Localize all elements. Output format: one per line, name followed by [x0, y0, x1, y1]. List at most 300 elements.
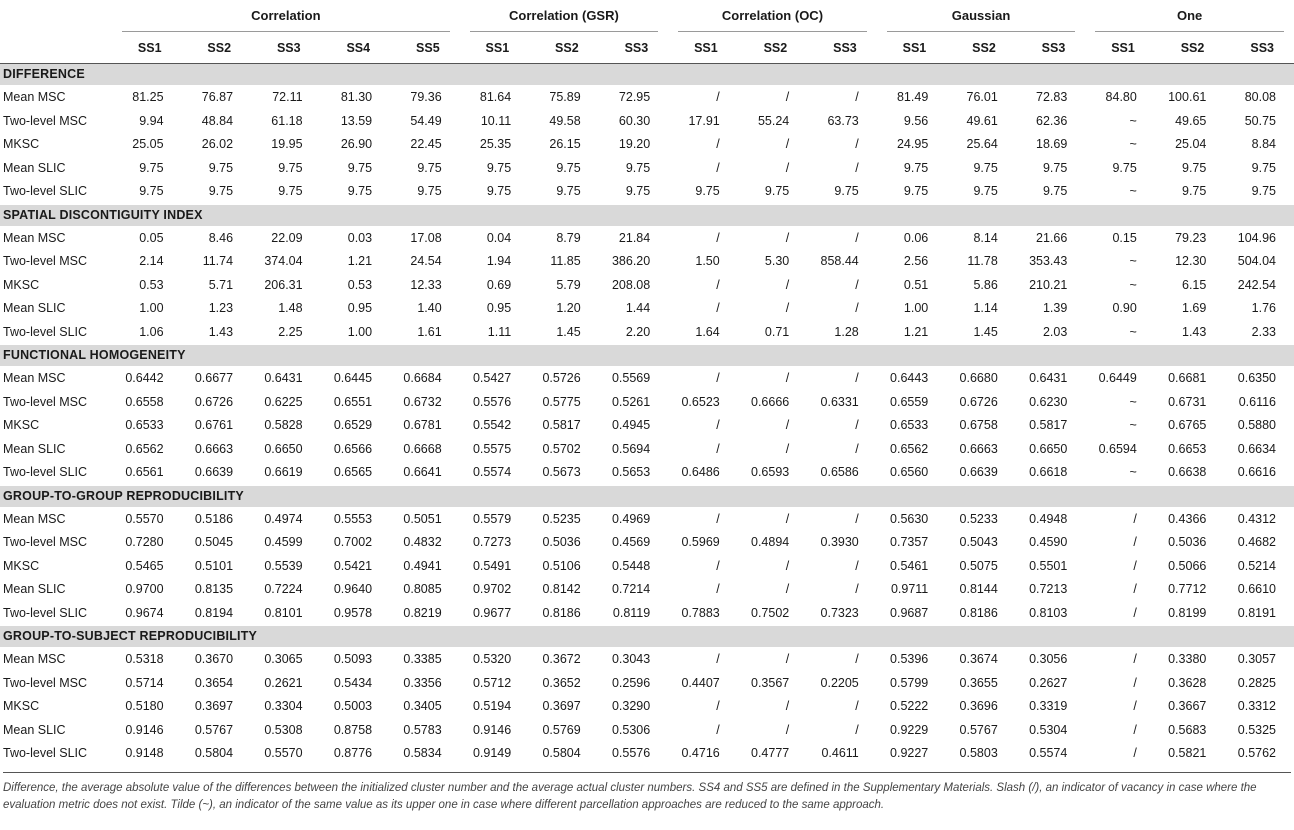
table-cell: /	[716, 441, 720, 456]
table-cell: 63.73	[827, 113, 859, 128]
table-cell: 9.75	[834, 184, 859, 198]
table-cell: 0.8199	[1168, 605, 1207, 620]
table-cell: 0.3672	[542, 652, 581, 666]
table-cell: 0.5427	[472, 371, 512, 385]
row-label: Two-level SLIC	[3, 184, 88, 198]
table-cell: 8.46	[208, 230, 234, 245]
table-cell: /	[855, 652, 859, 666]
table-cell: 9.75	[903, 160, 929, 175]
table-cell: /	[716, 418, 720, 432]
table-cell: 0.3567	[751, 675, 790, 690]
row-label: Two-level MSC	[3, 254, 88, 268]
table-cell: 62.36	[1036, 113, 1068, 128]
table-cell: 0.6225	[264, 394, 303, 409]
table-cell: 0.6619	[264, 465, 303, 479]
table-cell: 353.43	[1029, 254, 1068, 268]
table-cell: /	[716, 652, 720, 666]
column-header: SS1	[877, 33, 947, 64]
table-row	[0, 297, 1294, 321]
table-cell: 0.5834	[403, 746, 442, 760]
table-body	[0, 64, 1294, 766]
section-header-row	[0, 626, 1294, 648]
group-header	[112, 0, 460, 33]
column-header: SS5	[390, 33, 460, 64]
table-cell: 0.3667	[1168, 699, 1207, 713]
table-cell: 0.6761	[194, 418, 234, 432]
column-header: SS1	[668, 33, 738, 64]
table-cell: 9.75	[625, 184, 651, 198]
row-label: Mean MSC	[3, 90, 66, 104]
column-header: SS2	[182, 33, 252, 64]
table-cell: 0.5574	[1029, 746, 1068, 760]
table-cell: 100.61	[1168, 90, 1207, 104]
corner-cell-sub	[0, 33, 112, 64]
table-cell: 0.5396	[890, 652, 929, 666]
table-cell: 49.61	[966, 113, 998, 128]
table-cell: 0.5194	[472, 699, 512, 713]
table-cell: 54.49	[410, 113, 442, 128]
table-row	[0, 555, 1294, 579]
table-cell: 2.14	[139, 254, 164, 268]
table-cell: 1.45	[973, 324, 998, 339]
table-cell: 0.6562	[890, 441, 929, 456]
table-cell: 0.5694	[611, 441, 651, 456]
column-header: SS1	[112, 33, 182, 64]
table-cell: 0.9229	[890, 722, 929, 737]
column-header: SS3	[1016, 33, 1086, 64]
table-cell: 9.75	[556, 160, 581, 175]
table-cell: 0.5308	[264, 722, 303, 737]
table-cell: 48.84	[201, 113, 234, 128]
table-cell: 0.5222	[890, 699, 929, 713]
table-cell: 72.95	[618, 90, 651, 104]
table-cell: /	[1133, 605, 1137, 620]
table-cell: 0.7323	[820, 605, 859, 620]
table-cell: 0.9711	[890, 582, 929, 596]
table-cell: 2.25	[278, 324, 303, 339]
table-cell: 206.31	[264, 277, 303, 292]
table-cell: 0.7712	[1168, 582, 1207, 596]
table-cell: 9.75	[208, 160, 234, 175]
table-cell: 72.11	[272, 90, 303, 104]
table-cell: 858.44	[820, 254, 859, 268]
table-cell: 0.5066	[1168, 558, 1207, 573]
table-cell: 0.5775	[542, 394, 581, 409]
table-cell: 0.5576	[472, 394, 512, 409]
table-cell: 0.5491	[472, 558, 512, 573]
table-cell: 0.9640	[333, 582, 373, 596]
table-cell: 9.75	[1112, 160, 1137, 175]
table-cell: 0.6610	[1237, 582, 1276, 596]
table-cell: /	[1133, 511, 1137, 526]
row-label: MKSC	[3, 137, 40, 151]
table-cell: 13.59	[340, 113, 373, 128]
table-cell: 0.9687	[890, 605, 929, 620]
table-cell: /	[716, 160, 720, 175]
table-cell: 0.9146	[125, 722, 164, 737]
table-cell: 0.6560	[890, 465, 929, 479]
table-cell: 9.75	[556, 184, 581, 198]
table-cell: 0.8186	[542, 605, 581, 620]
table-cell: 0.06	[903, 230, 929, 245]
table-cell: 0.6666	[751, 394, 790, 409]
table-cell: 0.5769	[542, 722, 581, 737]
table-cell: 1.20	[556, 301, 581, 315]
table-cell: 0.5783	[403, 722, 442, 737]
table-cell: /	[785, 511, 790, 526]
table-cell: 0.6639	[194, 465, 234, 479]
table-cell: 76.01	[966, 90, 998, 104]
table-cell: 0.6677	[194, 371, 234, 385]
table-cell: ~	[1129, 324, 1137, 339]
table-cell: /	[716, 722, 720, 737]
row-label: Mean SLIC	[3, 582, 66, 596]
table-cell: 0.3674	[959, 652, 998, 666]
table-cell: 0.7213	[1029, 582, 1068, 596]
table-cell: 0.4366	[1168, 511, 1207, 526]
group-header-label: Correlation (GSR)	[470, 1, 659, 32]
table-cell: 0.3380	[1168, 652, 1207, 666]
table-cell: /	[855, 137, 859, 151]
table-cell: 0.5553	[333, 511, 373, 526]
table-cell: 0.5003	[333, 699, 373, 713]
row-label: Two-level MSC	[3, 113, 88, 128]
table-cell: 1.44	[625, 301, 651, 315]
table-row	[0, 274, 1294, 298]
column-header: SS1	[460, 33, 530, 64]
table-row	[0, 157, 1294, 181]
table-cell: 26.90	[340, 137, 373, 151]
table-cell: 0.9149	[472, 746, 512, 760]
table-cell: 0.6533	[125, 418, 164, 432]
table-cell: 81.64	[479, 90, 512, 104]
row-label: Two-level SLIC	[3, 324, 88, 339]
table-cell: 0.5570	[125, 511, 164, 526]
row-label: MKSC	[3, 418, 40, 432]
group-header-label: Gaussian	[887, 1, 1076, 32]
table-cell: /	[785, 137, 790, 151]
table-cell: 0.71	[764, 324, 790, 339]
table-cell: 0.6562	[125, 441, 164, 456]
table-row	[0, 438, 1294, 462]
table-cell: 1.61	[417, 324, 442, 339]
table-cell: /	[716, 137, 720, 151]
table-cell: 0.3056	[1029, 652, 1068, 666]
table-cell: 0.5106	[542, 558, 581, 573]
table-cell: 0.4941	[403, 558, 442, 573]
table-cell: 0.5306	[611, 722, 651, 737]
table-cell: 0.6586	[820, 465, 859, 479]
table-cell: /	[855, 558, 859, 573]
table-cell: 1.94	[486, 254, 512, 268]
table-cell: 0.4716	[681, 746, 720, 760]
table-cell: 0.6593	[751, 465, 790, 479]
table-cell: 1.00	[139, 301, 164, 315]
table-cell: 0.5767	[959, 722, 998, 737]
table-cell: 25.64	[966, 137, 998, 151]
table-cell: 9.75	[1182, 160, 1207, 175]
table-cell: /	[716, 230, 720, 245]
table-cell: 9.75	[1251, 184, 1276, 198]
table-cell: 0.6732	[403, 394, 442, 409]
table-cell: 79.23	[1175, 230, 1207, 245]
table-cell: 0.51	[903, 277, 929, 292]
section-title: GROUP-TO-GROUP REPRODUCIBILITY	[0, 485, 1294, 507]
table-cell: 2.03	[1042, 324, 1068, 339]
column-header: SS2	[738, 33, 808, 64]
table-cell: /	[855, 160, 859, 175]
table-cell: 0.05	[139, 230, 164, 245]
table-cell: 9.75	[417, 160, 442, 175]
table-cell: 75.89	[549, 90, 581, 104]
table-cell: 25.35	[479, 137, 512, 151]
table-cell: 0.6684	[403, 371, 442, 385]
table-cell: 0.5501	[1029, 558, 1068, 573]
table-cell: 1.00	[347, 324, 373, 339]
table-cell: ~	[1129, 184, 1137, 198]
table-cell: 1.23	[208, 301, 234, 315]
table-cell: 81.30	[340, 90, 373, 104]
table-cell: 0.4569	[611, 535, 651, 549]
table-row	[0, 250, 1294, 274]
table-cell: 81.49	[896, 90, 929, 104]
table-cell: 0.9677	[472, 605, 512, 620]
table-cell: 0.4969	[611, 511, 651, 526]
table-cell: 0.5075	[959, 558, 998, 573]
table-cell: 0.6639	[959, 465, 998, 479]
table-cell: 9.75	[1042, 184, 1068, 198]
table-cell: /	[1133, 652, 1137, 666]
table-cell: 242.54	[1237, 277, 1276, 292]
table-cell: 12.33	[410, 277, 442, 292]
table-cell: 1.21	[903, 324, 929, 339]
table-cell: 0.5318	[125, 652, 164, 666]
table-cell: 0.8135	[194, 582, 234, 596]
table-cell: 9.75	[417, 184, 442, 198]
table-cell: 0.3356	[403, 675, 442, 690]
table-cell: 84.80	[1105, 90, 1137, 104]
table-cell: 0.9148	[125, 746, 164, 760]
table-cell: 0.5803	[959, 746, 998, 760]
table-row	[0, 578, 1294, 602]
table-cell: 9.75	[347, 184, 373, 198]
table-cell: 2.56	[903, 254, 929, 268]
table-cell: 0.7502	[751, 605, 790, 620]
table-cell: /	[1133, 699, 1137, 713]
table-cell: 5.86	[973, 277, 998, 292]
table-cell: 374.04	[264, 254, 303, 268]
table-cell: 0.9227	[890, 746, 929, 760]
table-cell: 0.3405	[403, 699, 442, 713]
table-cell: 9.94	[139, 113, 164, 128]
table-cell: 0.6616	[1237, 465, 1276, 479]
table-row	[0, 648, 1294, 672]
group-header-row	[0, 0, 1294, 33]
table-cell: 26.02	[201, 137, 234, 151]
table-cell: 0.95	[486, 301, 512, 315]
column-header: SS3	[251, 33, 321, 64]
table-cell: 1.39	[1042, 301, 1068, 315]
table-cell: 0.8103	[1029, 605, 1068, 620]
table-cell: /	[716, 371, 720, 385]
table-cell: 0.5461	[890, 558, 929, 573]
table-row	[0, 110, 1294, 134]
table-cell: 18.69	[1036, 137, 1068, 151]
table-cell: 0.6663	[959, 441, 998, 456]
table-cell: 12.30	[1175, 254, 1207, 268]
table-cell: 9.75	[347, 160, 373, 175]
table-cell: 1.21	[347, 254, 373, 268]
table-cell: 0.8085	[403, 582, 442, 596]
table-row	[0, 86, 1294, 110]
table-cell: /	[1133, 582, 1137, 596]
table-cell: 0.5036	[1168, 535, 1207, 549]
table-cell: ~	[1129, 394, 1137, 409]
table-cell: 0.6529	[333, 418, 373, 432]
table-cell: 0.5653	[611, 465, 651, 479]
table-cell: 9.75	[139, 160, 164, 175]
table-cell: 0.5448	[611, 558, 651, 573]
table-cell: 11.74	[202, 254, 234, 268]
table-cell: 1.40	[417, 301, 442, 315]
table-cell: 0.5817	[542, 418, 581, 432]
table-cell: 2.33	[1251, 324, 1276, 339]
column-header: SS1	[1085, 33, 1155, 64]
section-title: FUNCTIONAL HOMOGENEITY	[0, 345, 1294, 367]
table-cell: /	[855, 418, 859, 432]
table-cell: 0.7280	[125, 535, 164, 549]
table-row	[0, 719, 1294, 743]
column-header: SS3	[599, 33, 669, 64]
table-cell: 0.8194	[194, 605, 234, 620]
table-cell: 0.8142	[542, 582, 581, 596]
section-header-row	[0, 345, 1294, 367]
table-cell: 5.71	[208, 277, 234, 292]
table-cell: 0.3670	[194, 652, 234, 666]
table-cell: 9.75	[973, 160, 998, 175]
table-row	[0, 391, 1294, 415]
table-cell: 0.5828	[264, 418, 303, 432]
table-cell: 0.7883	[681, 605, 720, 620]
section-header-row	[0, 485, 1294, 507]
table-cell: /	[785, 90, 790, 104]
table-cell: 0.5673	[542, 465, 581, 479]
table-cell: 0.6650	[1029, 441, 1068, 456]
table-cell: 0.5045	[194, 535, 234, 549]
table-cell: 0.5421	[333, 558, 373, 573]
table-cell: 0.6559	[890, 394, 929, 409]
table-cell: 0.3057	[1237, 652, 1276, 666]
table-cell: /	[785, 160, 790, 175]
corner-cell	[0, 0, 112, 33]
table-cell: 17.91	[688, 113, 720, 128]
table-cell: 0.6618	[1029, 465, 1068, 479]
row-label: MKSC	[3, 699, 40, 713]
table-cell: 0.5683	[1168, 722, 1207, 737]
table-cell: 8.79	[556, 230, 581, 245]
table-cell: 0.5762	[1237, 746, 1276, 760]
table-cell: /	[1133, 535, 1137, 549]
table-cell: 0.8101	[264, 605, 303, 620]
table-row	[0, 602, 1294, 626]
table-row	[0, 672, 1294, 696]
table-cell: /	[716, 699, 720, 713]
table-cell: /	[855, 277, 859, 292]
table-cell: 208.08	[611, 277, 651, 292]
table-cell: 0.6634	[1237, 441, 1276, 456]
table-cell: 0.4599	[264, 535, 303, 549]
table-cell: 9.75	[625, 160, 651, 175]
table-cell: 0.6765	[1168, 418, 1207, 432]
table-cell: 10.11	[480, 113, 512, 128]
section-title: DIFFERENCE	[0, 64, 1294, 86]
table-cell: 22.45	[410, 137, 442, 151]
table-cell: 0.2205	[820, 675, 859, 690]
table-cell: 0.3385	[403, 652, 442, 666]
table-cell: 8.84	[1251, 137, 1276, 151]
table-cell: /	[785, 699, 790, 713]
table-cell: ~	[1129, 254, 1137, 268]
table-cell: /	[1133, 746, 1137, 760]
table-cell: 21.66	[1036, 230, 1068, 245]
table-cell: 1.06	[139, 324, 164, 339]
table-cell: 0.4407	[681, 675, 720, 690]
table-cell: 0.6781	[403, 418, 442, 432]
table-cell: 0.7357	[890, 535, 929, 549]
table-cell: 104.96	[1237, 230, 1276, 245]
table-row	[0, 461, 1294, 485]
table-cell: 0.5821	[1168, 746, 1207, 760]
column-header: SS2	[529, 33, 599, 64]
table-cell: 9.75	[1182, 184, 1207, 198]
column-header: SS2	[1155, 33, 1225, 64]
table-cell: 0.5804	[542, 746, 581, 760]
table-cell: /	[785, 371, 790, 385]
table-row	[0, 367, 1294, 391]
table-cell: 0.9674	[125, 605, 164, 620]
row-label: Two-level MSC	[3, 394, 88, 409]
table-cell: 0.7214	[611, 582, 651, 596]
table-cell: 0.5712	[472, 675, 512, 690]
table-row	[0, 742, 1294, 766]
table-cell: 0.5579	[472, 511, 512, 526]
table-cell: 0.5570	[264, 746, 303, 760]
table-cell: 1.43	[1182, 324, 1207, 339]
table-cell: 0.5180	[125, 699, 164, 713]
table-cell: 9.75	[278, 184, 303, 198]
table-cell: 0.8144	[959, 582, 998, 596]
column-header: SS3	[1224, 33, 1294, 64]
table-cell: 2.20	[625, 324, 651, 339]
table-cell: /	[716, 301, 720, 315]
table-cell: 0.5804	[194, 746, 234, 760]
table-cell: 0.7273	[472, 535, 512, 549]
table-cell: 1.64	[695, 324, 720, 339]
table-cell: 0.6668	[403, 441, 442, 456]
row-label: Mean SLIC	[3, 301, 66, 315]
table-cell: 0.6680	[959, 371, 998, 385]
table-cell: 21.84	[618, 230, 651, 245]
table-cell: 0.5630	[890, 511, 929, 526]
table-cell: 0.6116	[1238, 394, 1276, 409]
table-cell: 0.7002	[333, 535, 373, 549]
table-cell: 1.11	[487, 324, 512, 339]
table-cell: 79.36	[410, 90, 442, 104]
table-cell: 0.5320	[472, 652, 512, 666]
table-cell: 0.5101	[194, 558, 234, 573]
table-cell: 0.5043	[959, 535, 998, 549]
table-cell: 0.3312	[1237, 699, 1276, 713]
